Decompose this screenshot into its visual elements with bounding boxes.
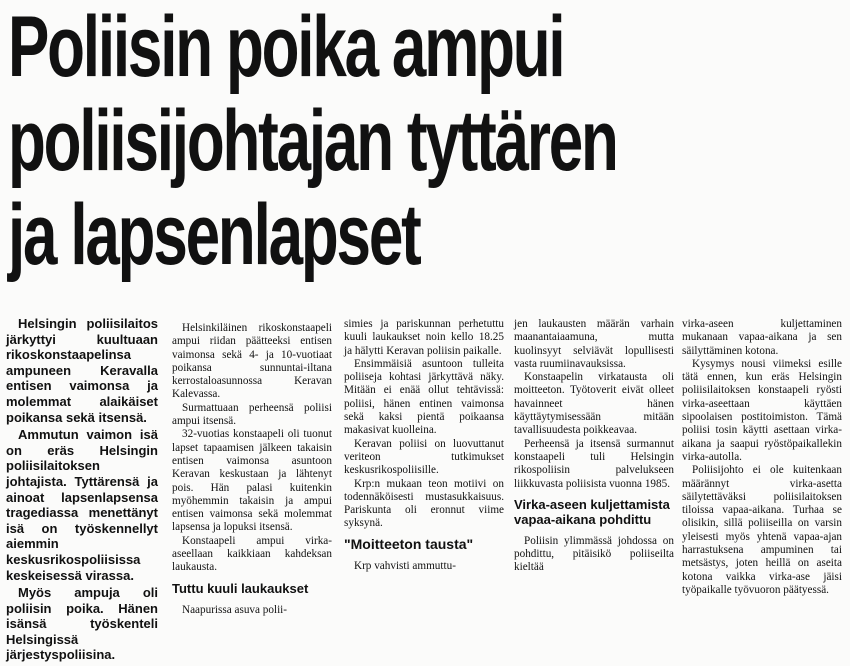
body-column-1 <box>172 322 332 617</box>
body-paragraph: Poliisijohto ei ole kuitenkaan määrännyt virka-asetta säilytettäväksi poliisilaitoksen tiloissa vapaa-aikana. Turhaa se olisikin, sillä poliiseilla on varsin yleisesti myös yhtenä vapaa-ajan harrastuksena ampuminen tai metsästys, joten heillä on aseita kotona vaikka virka-ase jäisi työpaikalle työvuoron päätyessä. <box>682 464 842 596</box>
body-paragraph: Surmattuaan perheensä poliisi ampui itsensä. <box>172 401 332 428</box>
headline <box>8 0 848 282</box>
subheading-moitteeton-tausta: "Moitteeton tausta" <box>344 535 474 552</box>
lead-column <box>6 316 158 663</box>
headline-line-3: ja lapsenlapset <box>8 187 420 283</box>
subheading-virka-aseen: Virka-aseen kuljettamista vapaa-aikana pohdittu <box>514 496 670 527</box>
body-paragraph: Konstaapeli ampui virka-aseellaan kaikkiaan kahdeksan laukausta. <box>172 534 332 574</box>
body-paragraph: jen laukausten määrän varhain maanantaiaamuna, mutta kuolinsyyt selviävät lopullisesti vasta ruumiinavauksissa. <box>514 318 674 370</box>
body-column-4 <box>682 318 842 597</box>
lead-paragraph: Ammutun vaimon isä on eräs Helsingin poliisilaitoksen johtajista. Tyttärensä ja ainoat lapsenlapsensa tragediassa menettänyt isä on työskennellyt aiemmin keskusrikospoliisissa keskeisessä virassa. <box>6 427 158 583</box>
body-paragraph: Helsinkiläinen rikoskonstaapeli ampui riidan päätteeksi entisen vaimonsa sekä 4- ja 10-vuotiaat poikansa sunnuntai-iltana kerrostaloasunnossa Keravan Kalevassa. <box>172 322 332 401</box>
body-paragraph: Konstaapelin virkatausta oli moitteeton. Työtoverit eivät olleet havainneet hänen käyttäytymisessään mitään tavallisuudesta poikkeavaa. <box>514 371 674 437</box>
headline-line-1: Poliisin poika ampui <box>8 0 564 95</box>
body-column-2 <box>344 318 504 573</box>
lead-paragraph: Helsingin poliisilaitos järkyttyi kuultuaan rikoskonstaapelinsa ampuneen Keravalla entisen vaimonsa ja molemmat alaikäiset poikansa sekä itsensä. <box>6 316 158 425</box>
body-paragraph: Krp:n mukaan teon motiivi on todennäköisesti mustasukkaisuus. Pariskunta oli eronnut viime syksynä. <box>344 477 504 530</box>
body-paragraph: Naapurissa asuva polii- <box>182 603 288 616</box>
body-paragraph: simies ja pariskunnan perhetuttu kuuli laukaukset noin kello 18.25 ja hälytti Keravan poliisin paikalle. <box>344 318 504 357</box>
body-paragraph: virka-aseen kuljettaminen mukanaan vapaa-aikana ja sen säilyttäminen kotona. <box>682 318 842 357</box>
body-paragraph: 32-vuotias konstaapeli oli tuonut lapset tapaamisen jälkeen takaisin entisen vaimonsa asuntoon Keravan keskustaan ja lähtenyt pois. Hän palasi kuitenkin myöhemmin takaisin ja ampui entisen vaimonsa sekä molemmat lapsensa ja lopuksi itsensä. <box>172 428 332 534</box>
body-paragraph: Poliisin ylimmässä johdossa on pohdittu, pitäisikö poliiseilta kieltää <box>514 534 674 574</box>
body-column-3 <box>514 318 674 575</box>
headline-line-2: poliisijohtajan tyttären <box>8 93 617 189</box>
lead-paragraph: Myös ampuja oli poliisin poika. Hänen isänsä työskenteli Helsingissä järjestyspoliisina. <box>6 585 158 663</box>
subheading-tuttu-kuuli: Tuttu kuuli laukaukset <box>172 580 309 596</box>
body-paragraph: Krp vahvisti ammuttu- <box>354 559 456 572</box>
body-paragraph: Ensimmäisiä asuntoon tulleita poliiseja kohtasi järkyttävä näky. Mitään ei enää ollut tehtävissä: poliisi, hänen entinen vaimonsa sekä kaksi pientä poikaansa makasivat kuolleina. <box>344 357 504 437</box>
body-paragraph: Perheensä ja itsensä surmannut konstaapeli tuli Helsingin rikospoliisin palvelukseen liikkuvasta poliisista vuonna 1985. <box>514 437 674 490</box>
body-paragraph: Keravan poliisi on luovuttanut veriteon tutkimukset keskusrikospoliisille. <box>344 437 504 477</box>
body-paragraph: Kysymys nousi viimeksi esille tätä ennen, kun eräs Helsingin poliisilaitoksen konstaapeli ryösti virka-aseettaan käyttäen sipoolaisen postitoimiston. Tämä poliisi tosin käytti asettaan virka-aikana ja saapui ryöstöpaikallekin virka-autolla. <box>682 357 842 463</box>
